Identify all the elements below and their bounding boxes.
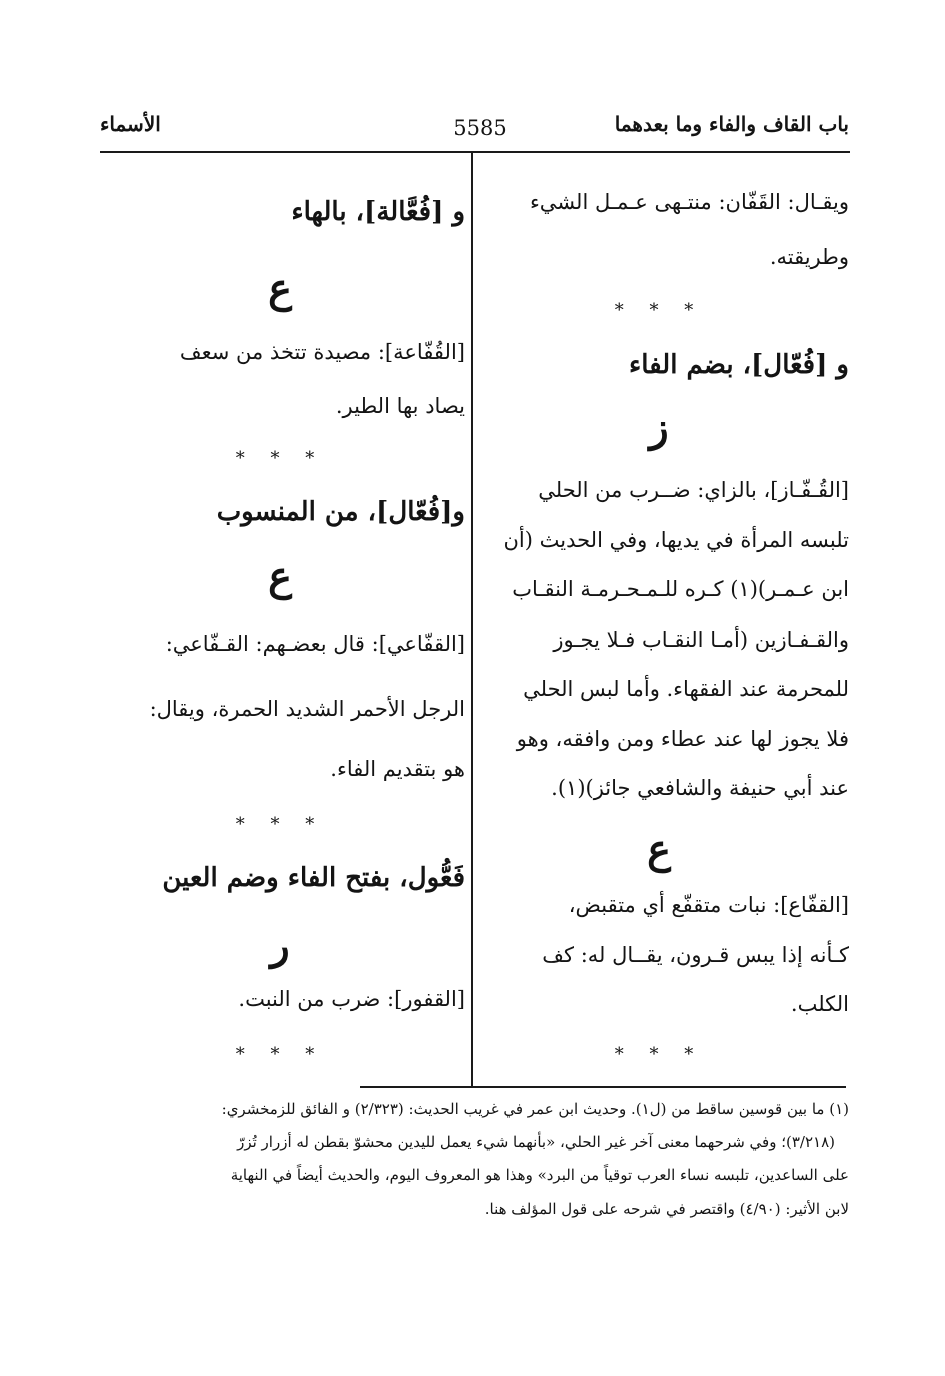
entry-line: [القفور]: ضرب من النبت. [238, 987, 465, 1011]
section-heading: و [فُعَّالة]، بالهاء [291, 197, 465, 227]
entry-line: عند أبي حنيفة والشافعي جائز)(١). [551, 776, 849, 800]
column-divider [471, 152, 473, 1087]
section-separator: * * * [235, 1044, 325, 1065]
entry-line: [القُفّاعة]: مصيدة تتخذ من سعف [179, 340, 465, 364]
page-number: 5585 [453, 116, 507, 140]
entry-line: [القُـفّـاز]، بالزاي: ضــرب من الحلي [538, 478, 849, 502]
entry-line: كـأنه إذا يبس قـرون، يقــال له: كف [542, 943, 849, 967]
entry-line: الكلب. [790, 992, 849, 1016]
section-separator: * * * [235, 448, 325, 469]
footnote-line: على الساعدين، تلبسه نساء العرب توقياً من البرد» وهذا هو المعروف اليوم، والحديث أيضاً في النهاية [230, 1166, 849, 1184]
header-rule [100, 151, 850, 153]
letter-heading: ر [270, 922, 290, 969]
footnote-line: لابن الأثير: (٤/٩٠) واقتصر في شرحه على قول المؤلف هنا. [484, 1200, 849, 1218]
letter-heading: ز [649, 404, 669, 451]
section-separator: * * * [614, 1044, 704, 1065]
footnote-rule [360, 1086, 846, 1088]
entry-line: هو بتقديم الفاء. [330, 757, 465, 781]
section-separator: * * * [235, 814, 325, 835]
entry-line: تلبسه المرأة في يديها، وفي الحديث (أن [503, 528, 849, 552]
section-separator: * * * [614, 300, 704, 321]
section-heading: و [فُعّال]، بضم الفاء [628, 350, 849, 380]
entry-line: والقـفـازين (أمـا النقـاب فـلا يجـوز [553, 628, 849, 652]
letter-heading: ع [647, 826, 671, 873]
section-heading: و[فُعّال]، من المنسوب [216, 497, 465, 527]
right-col-line: وطريقته. [769, 245, 849, 269]
entry-line: ابن عـمـر)(١) كـره للـمـحـرمـة النقـاب [512, 577, 849, 601]
footnote-line: (١) ما بين قوسين ساقط من (ل١). وحديث ابن عمر في غريب الحديث: (٢/٣٢٣) و الفائق للزمخشري: [221, 1100, 849, 1118]
header-section-title: الأسماء [100, 112, 161, 136]
entry-line: [القفّاع]: نبات متقفّع أي متقبض، [568, 893, 849, 917]
letter-heading: ع [268, 265, 292, 312]
entry-line: يصاد بها الطير. [335, 394, 465, 418]
entry-line: [القفّاعي]: قال بعضـهم: القـفّاعي: [165, 632, 465, 656]
entry-line: الرجل الأحمر الشديد الحمرة، ويقال: [149, 697, 465, 721]
header-chapter-title: باب القاف والفاء وما بعدهما [614, 112, 849, 136]
footnote-line: (٣/٢١٨)؛ وفي شرحهما معنى آخر غير الحلي، «بأنهما شيء يعمل لليدين محشوّ بقطن له أزرار تُزرّ [237, 1133, 835, 1151]
entry-line: فلا يجوز لها عند عطاء ومن وافقه، وهو [516, 727, 849, 751]
letter-heading: ع [268, 553, 292, 600]
right-col-line: ويقـال: القَفّان: منتـهى عـمـل الشيء [529, 190, 849, 214]
section-heading: فَعُّول، بفتح الفاء وضم العين [162, 863, 465, 893]
entry-line: للمحرمة عند الفقهاء. وأما لبس الحلي [523, 677, 849, 701]
